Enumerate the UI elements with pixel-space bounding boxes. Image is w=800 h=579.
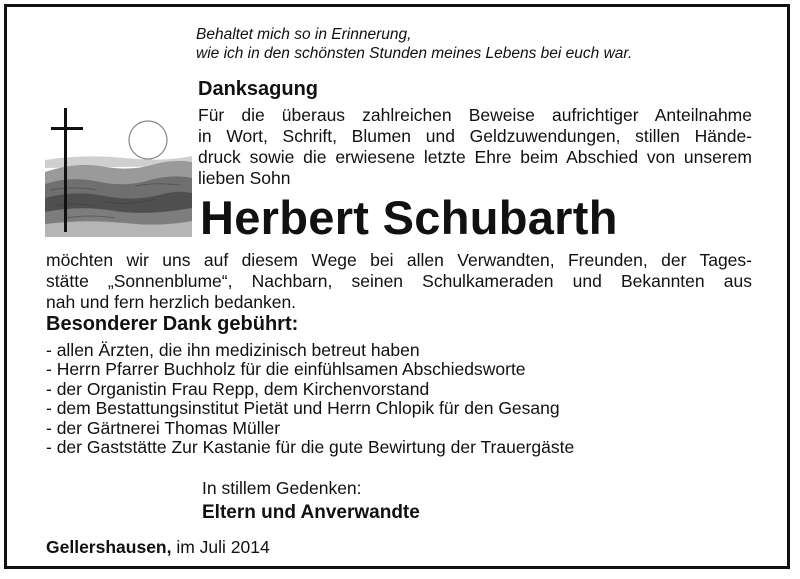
list-item: - der Gärtnerei Thomas Müller: [46, 417, 281, 438]
intro-line-2: in Wort, Schrift, Blumen und Geldzuwendungen, stillen Hände-: [198, 126, 752, 146]
special-thanks-heading: Besonderer Dank gebührt:: [46, 313, 299, 335]
deceased-name: Herbert Schubarth: [200, 191, 618, 244]
body-line-3: nah und fern herzlich bedanken.: [46, 292, 297, 312]
signature: Eltern und Anverwandte: [202, 502, 420, 523]
body-line-2: stätte „Sonnenblume“, Nachbarn, seinen Schulkameraden und Bekannten aus: [46, 271, 752, 291]
list-item: - Herrn Pfarrer Buchholz für die einfühlsamen Abschiedsworte: [46, 359, 526, 380]
place-date: [46, 537, 270, 558]
list-item: - der Gaststätte Zur Kastanie für die gute Bewirtung der Trauergäste: [46, 437, 575, 458]
motto-line-1: Behaltet mich so in Erinnerung,: [196, 26, 412, 43]
body-line-1: möchten wir uns auf diesem Wege bei allen Verwandten, Freunden, der Tages-: [46, 250, 752, 270]
date: im Juli 2014: [171, 537, 270, 557]
heading: Danksagung: [198, 78, 319, 100]
intro-line-4: lieben Sohn: [198, 168, 291, 188]
place: Gellershausen,: [46, 537, 172, 557]
motto-line-2: wie ich in den schönsten Stunden meines Lebens bei euch war.: [196, 45, 633, 62]
list-item: - allen Ärzten, die ihn medizinisch betreut haben: [46, 340, 420, 360]
intro-line-3: druck sowie die erwiesene letzte Ehre beim Abschied von unserem: [198, 147, 752, 167]
list-item: - dem Bestattungsinstitut Pietät und Herrn Chlopik für den Gesang: [46, 398, 560, 419]
closing-text: In stillem Gedenken:: [202, 478, 362, 498]
cross-landscape-icon: [45, 102, 192, 237]
list-item: - der Organistin Frau Repp, dem Kirchenvorstand: [46, 378, 430, 399]
intro-line-1: Für die überaus zahlreichen Beweise aufrichtiger Anteilnahme: [198, 105, 752, 125]
special-thanks-list: [46, 341, 574, 457]
